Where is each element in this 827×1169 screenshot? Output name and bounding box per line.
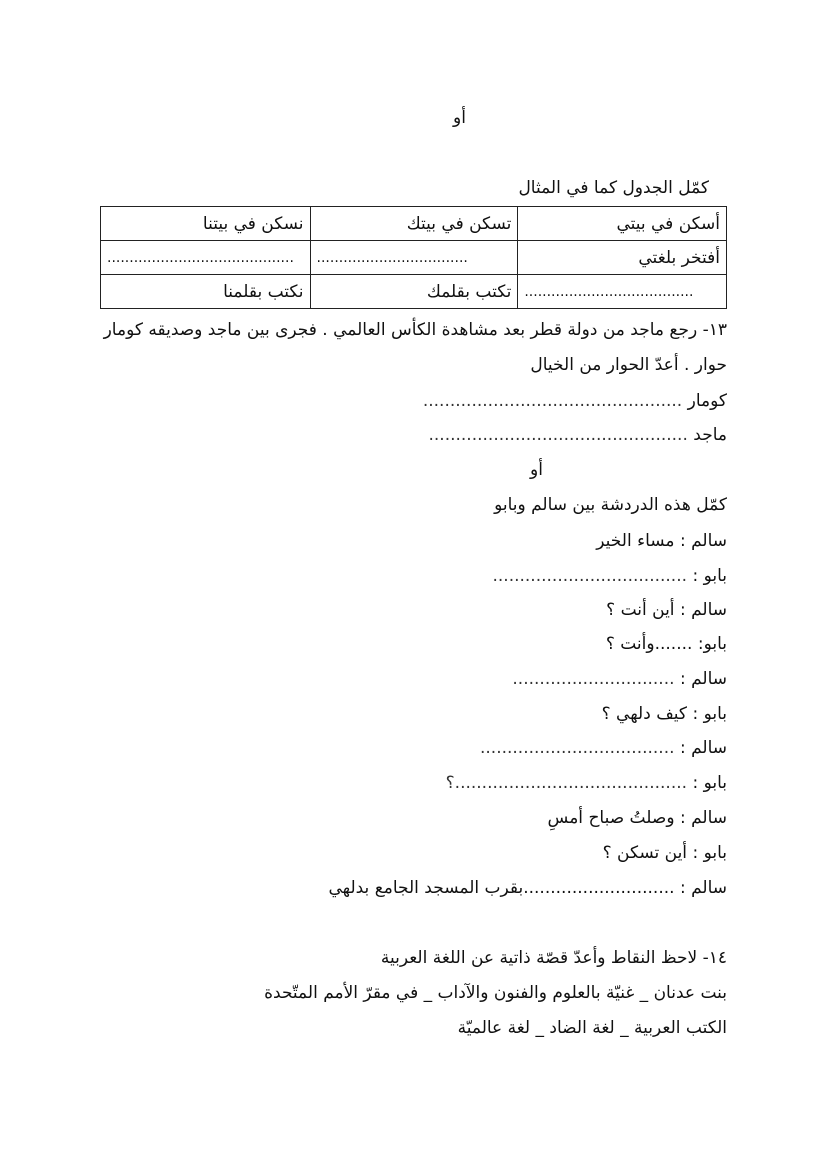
table-cell: نكتب بقلمنا bbox=[101, 275, 311, 309]
speaker-label: سالم : bbox=[679, 738, 727, 758]
top-or-heading: أو bbox=[453, 108, 466, 128]
middle-or-heading: أو bbox=[530, 460, 543, 480]
chat-instruction: كمّل هذه الدردشة بين سالم وبابو bbox=[494, 495, 727, 515]
table-cell: أسكن في بيتي bbox=[518, 207, 727, 241]
kumar-label: كومار bbox=[687, 391, 727, 411]
dialogue-blank[interactable]: .................................... bbox=[492, 566, 688, 586]
dialogue-line bbox=[87, 632, 727, 656]
table-cell: أفتخر بلغتي bbox=[518, 241, 727, 275]
speaker-label: سالم : bbox=[679, 531, 727, 551]
table-row bbox=[101, 241, 727, 275]
dialogue-blank[interactable]: .................................... bbox=[479, 738, 675, 758]
exercise14-line2: بنت عدنان _ غنيّة بالعلوم والفنون والآداب _ في مقرّ الأمم المتّحدة bbox=[264, 983, 727, 1003]
table-blank-cell[interactable]: ...................................... bbox=[518, 275, 727, 309]
dialogue-text: أين أنت ؟ bbox=[606, 600, 675, 620]
table-cell: تسكن في بيتك bbox=[310, 207, 518, 241]
dialogue-line bbox=[87, 806, 727, 830]
speaker-label: سالم : bbox=[679, 878, 727, 898]
speaker-label: بابو : bbox=[692, 843, 727, 863]
table-cell: نسكن في بيتنا bbox=[101, 207, 311, 241]
dialogue-blank[interactable]: ...........................................؟ bbox=[445, 773, 688, 793]
speaker-label: سالم : bbox=[679, 669, 727, 689]
table-blank-cell[interactable]: .................................. bbox=[310, 241, 518, 275]
dialogue-line bbox=[87, 564, 727, 588]
dialogue-text: أين تسكن ؟ bbox=[602, 843, 688, 863]
exercise14-line3: الكتب العربية _ لغة الضاد _ لغة عالميّة bbox=[457, 1018, 727, 1038]
table-instruction: كمّل الجدول كما في المثال bbox=[518, 178, 709, 198]
speaker-label: بابو : bbox=[692, 704, 727, 724]
dialogue-text[interactable]: .......وأنت ؟ bbox=[605, 634, 693, 654]
speaker-label: بابو : bbox=[692, 566, 727, 586]
kumar-blank[interactable]: ................................................ bbox=[422, 391, 683, 411]
dialogue-line bbox=[87, 598, 727, 622]
dialogue-blank[interactable]: .............................. bbox=[512, 669, 675, 689]
table-row bbox=[101, 207, 727, 241]
dialogue-line bbox=[87, 529, 727, 553]
dialogue-text: كيف دلهي ؟ bbox=[601, 704, 688, 724]
table-blank-cell[interactable]: .......................................... bbox=[101, 241, 311, 275]
dialogue-text[interactable]: ............................بقرب المسجد الجامع بدلهي bbox=[328, 878, 675, 898]
majid-line bbox=[87, 423, 727, 447]
dialogue-line bbox=[87, 736, 727, 760]
speaker-label: بابو: bbox=[697, 634, 727, 654]
exercise13-line2: حوار . أعدّ الحوار من الخيال bbox=[530, 355, 727, 375]
majid-label: ماجد bbox=[693, 425, 727, 445]
kumar-line bbox=[87, 389, 727, 413]
dialogue-line bbox=[87, 876, 727, 900]
speaker-label: بابو : bbox=[692, 773, 727, 793]
table-cell: تكتب بقلمك bbox=[310, 275, 518, 309]
conjugation-table bbox=[100, 206, 727, 309]
dialogue-text: وصلتُ صباح أمسِ bbox=[547, 808, 675, 828]
exercise14-line1: ١٤- لاحظ النقاط وأعدّ قصّة ذاتية عن اللغة العربية bbox=[380, 948, 727, 968]
speaker-label: سالم : bbox=[679, 600, 727, 620]
dialogue-line bbox=[87, 771, 727, 795]
dialogue-text: مساء الخير bbox=[596, 531, 675, 551]
dialogue-line bbox=[87, 667, 727, 691]
majid-blank[interactable]: ................................................ bbox=[428, 425, 688, 445]
dialogue-line bbox=[87, 841, 727, 865]
dialogue-line bbox=[87, 702, 727, 726]
table-row bbox=[101, 275, 727, 309]
speaker-label: سالم : bbox=[679, 808, 727, 828]
exercise13-line1: ١٣- رجع ماجد من دولة قطر بعد مشاهدة الكأس العالمي . فجرى بين ماجد وصديقه كومار bbox=[103, 320, 727, 340]
